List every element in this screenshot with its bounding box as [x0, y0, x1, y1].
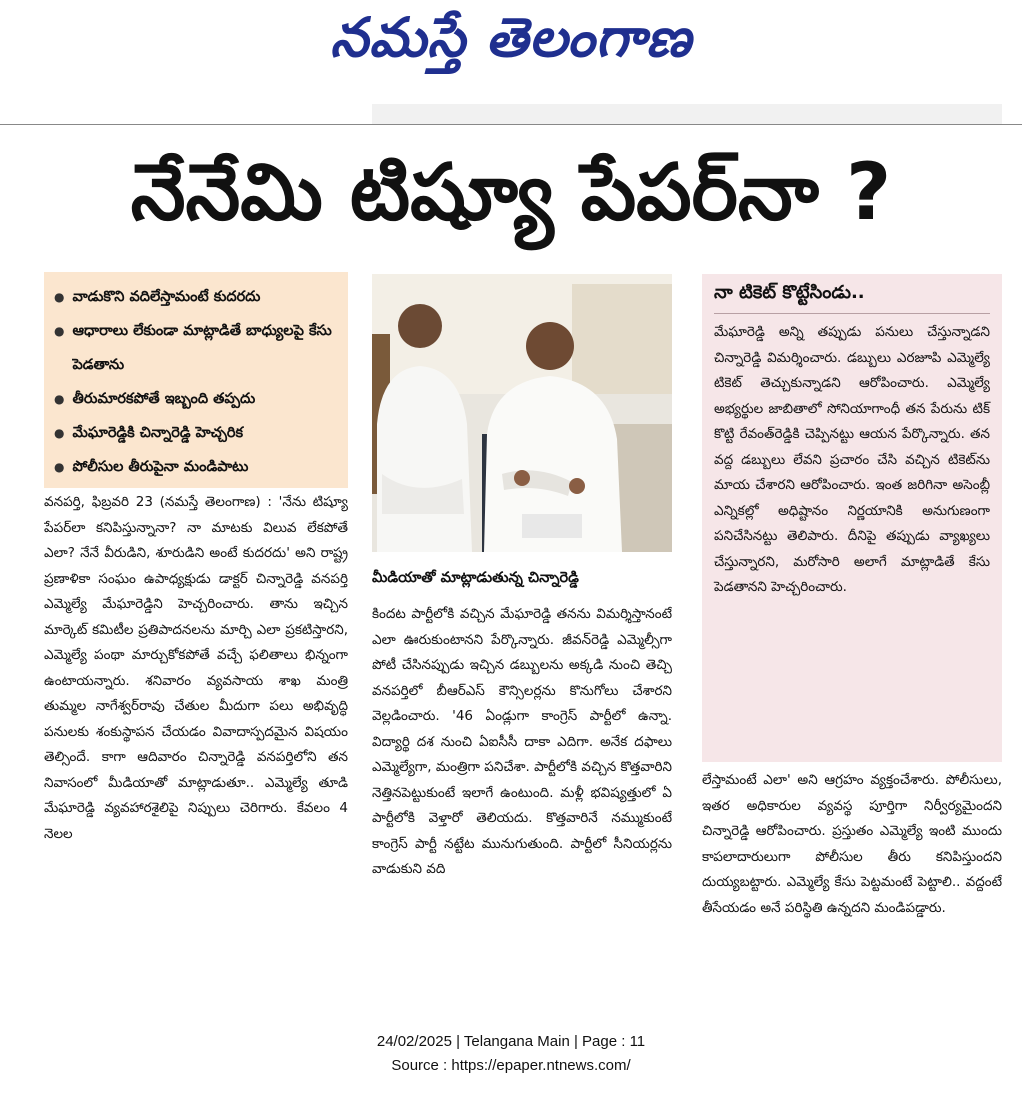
news-photo [372, 274, 672, 552]
masthead [0, 0, 1022, 80]
highlight-item: ● ఆధారాలు లేకుండా మాట్లాడితే బాధ్యులపై కేసు పెడతాను [54, 314, 342, 382]
sidebar-body: మేఘారెడ్డి అన్ని తప్పుడు పనులు చేస్తున్నాడని చిన్నారెడ్డి విమర్శించారు. డబ్బులు ఎరజూపి ఎమ్మెల్యే టికెట్ తెచ్చుకున్నాడని ఆరోపించారు. ఎమ్మెల్యే అభ్యర్థుల జాబితాలో సోనియాగాంధీ తన పేరును టిక్ కొట్టి రేవంత్‌రెడ్డికి చెప్పినట్టు ఆయన పేర్కొన్నారు. తన వద్ద డబ్బులు లేవని ప్రచారం చేసి వచ్చిన టికెట్‌ను మాయ చేశారని ఆరోపించారు. ఇంత జరిగినా అసెంబ్లీ ఎన్నికల్లో అధిష్టానం నిర్ణయానికి అనుగుణంగా పనిచేసినట్టు తెలిపారు. దీనిపై తప్పుడు వ్యాఖ్యలు చేస్తున్నారని, మరోసారి అలాగే మాట్లాడితే కేసు పెడతానని హెచ్చరించారు. [714, 324, 990, 595]
divider [0, 124, 1022, 125]
highlight-item: ● పోలీసుల తీరుపైనా మండిపాటు [54, 450, 342, 484]
bullet-icon: ● [54, 460, 65, 474]
highlight-item: ● తీరుమారకపోతే ఇబ్బంది తప్పదు [54, 382, 342, 416]
highlights-box [44, 272, 348, 488]
footer-date-line: 24/02/2025 | Telangana Main | Page : 11 [376, 1033, 646, 1050]
highlight-item: ● వాడుకొని వదిలేస్తామంటే కుదరదు [54, 280, 342, 314]
top-strip [372, 104, 1002, 124]
highlight-item: ● మేఘారెడ్డికి చిన్నారెడ్డి హెచ్చరిక [54, 416, 342, 450]
bullet-icon: ● [54, 426, 65, 440]
photo-illustration [372, 274, 672, 552]
article-column-1: వనపర్తి, ఫిబ్రవరి 23 (నమస్తే తెలంగాణ) : 'నేను టిష్యూ పేపర్‌లా కనిపిస్తున్నానా? నా మాటకు విలువ లేకపోతే ఎలా? నేనే వీరుడిని, శూరుడిని అంటే కుదరదు' అని రాష్ట్ర ప్రణాళికా సంఘం ఉపాధ్యక్షుడు డాక్టర్ చిన్నారెడ్డి వనపర్తి ఎమ్మెల్యే మేఘారెడ్డిని హెచ్చరించారు. తాను ఇచ్చిన మార్కెట్ కమిటీల ప్రతిపాదనలను మార్చి ఎలా ప్రకటిస్తారని, ఎమ్మెల్యే పంథా మార్చుకోకపోతే వచ్చే ఫలితాలు భిన్నంగా ఉంటాయన్నారు. శనివారం వ్యవసాయ శాఖ మంత్రి తుమ్మల నాగేశ్వర్‌రావు చేతుల మీదుగా పలు అభివృద్ధి పనులకు శంకుస్థాపన చేయడం వివాదాస్పదమైన విషయం తెల్సిందే. కాగా ఆదివారం చిన్నారెడ్డి వనపర్తిలోని తన నివాసంలో మీడియాతో మాట్లాడుతూ.. ఎమ్మెల్యే తూడి మేఘారెడ్డి వ్యవహారశైలిపై నిప్పులు చెరిగారు. కేవలం 4 నెలల [44, 494, 348, 842]
article-column-3: లేస్తామంటే ఎలా' అని ఆగ్రహం వ్యక్తంచేశారు. పోలీసులు, ఇతర అధికారుల వ్యవస్థ పూర్తిగా నిర్వీర్యమైందని చిన్నారెడ్డి ఆరోపించారు. ప్రస్తుతం ఎమ్మెల్యే ఇంటి ముందు కాపలాదారులుగా పోలీసుల తీరు కనిపిస్తుందని దుయ్యబట్టారు. ఎమ్మెల్యే కేసు పెట్టమంటే పెట్టాలి.. వద్దంటే తీసేయడం అనే పరిస్థితి ఉన్నదని మండిపడ్డారు. [702, 772, 1002, 916]
photo-caption: మీడియాతో మాట్లాడుతున్న చిన్నారెడ్డి [372, 570, 579, 586]
sidebar-box [702, 274, 1002, 762]
footer-source-line: Source : https://epaper.ntnews.com/ [391, 1057, 631, 1074]
headline: నేనేమి టిష్యూ పేపర్‌నా ? [130, 148, 892, 238]
footer [0, 1030, 1022, 1078]
sidebar-title: నా టికెట్ కొట్టేసిండు.. [714, 282, 990, 314]
masthead-logo: నమస్తే తెలంగాణ [330, 6, 692, 69]
article-column-2: కిందట పార్టీలోకి వచ్చిన మేఘారెడ్డి తనను విమర్శిస్తానంటే ఎలా ఊరుకుంటానని పేర్కొన్నారు. జీవన్‌రెడ్డి ఎమ్మెల్సీగా పోటీ చేసినప్పుడు ఇచ్చిన డబ్బులను అక్కడి నుంచి తెచ్చి వనపర్తిలో బీఆర్‌ఎస్ కౌన్సిలర్లను కొనుగోలు చేశారని వెల్లడించారు. '46 ఏండ్లుగా కాంగ్రెస్ పార్టీలో ఉన్నా. విద్యార్థి దశ నుంచి ఏఐసీసీ దాకా ఎదిగా. అనేక దఫాలు ఎమ్మెల్యేగా, మంత్రిగా పనిచేశా. పార్టీలోకి వచ్చిన కొత్తవారిని నెత్తినపెట్టుకుంటే ఇలాగే ఉంటుంది. మళ్లీ భవిష్యత్తులో ఏ పార్టీలోకి వెళ్తారో తెలియదు. కొత్తవారినే నమ్ముకుంటే కాంగ్రెస్ పార్టీ నట్టేట మునుగుతుంది. పార్టీలో సీనియర్లను వాడుకుని వది [372, 606, 672, 877]
bullet-icon: ● [54, 324, 65, 338]
bullet-icon: ● [54, 392, 65, 406]
bullet-icon: ● [54, 290, 65, 304]
